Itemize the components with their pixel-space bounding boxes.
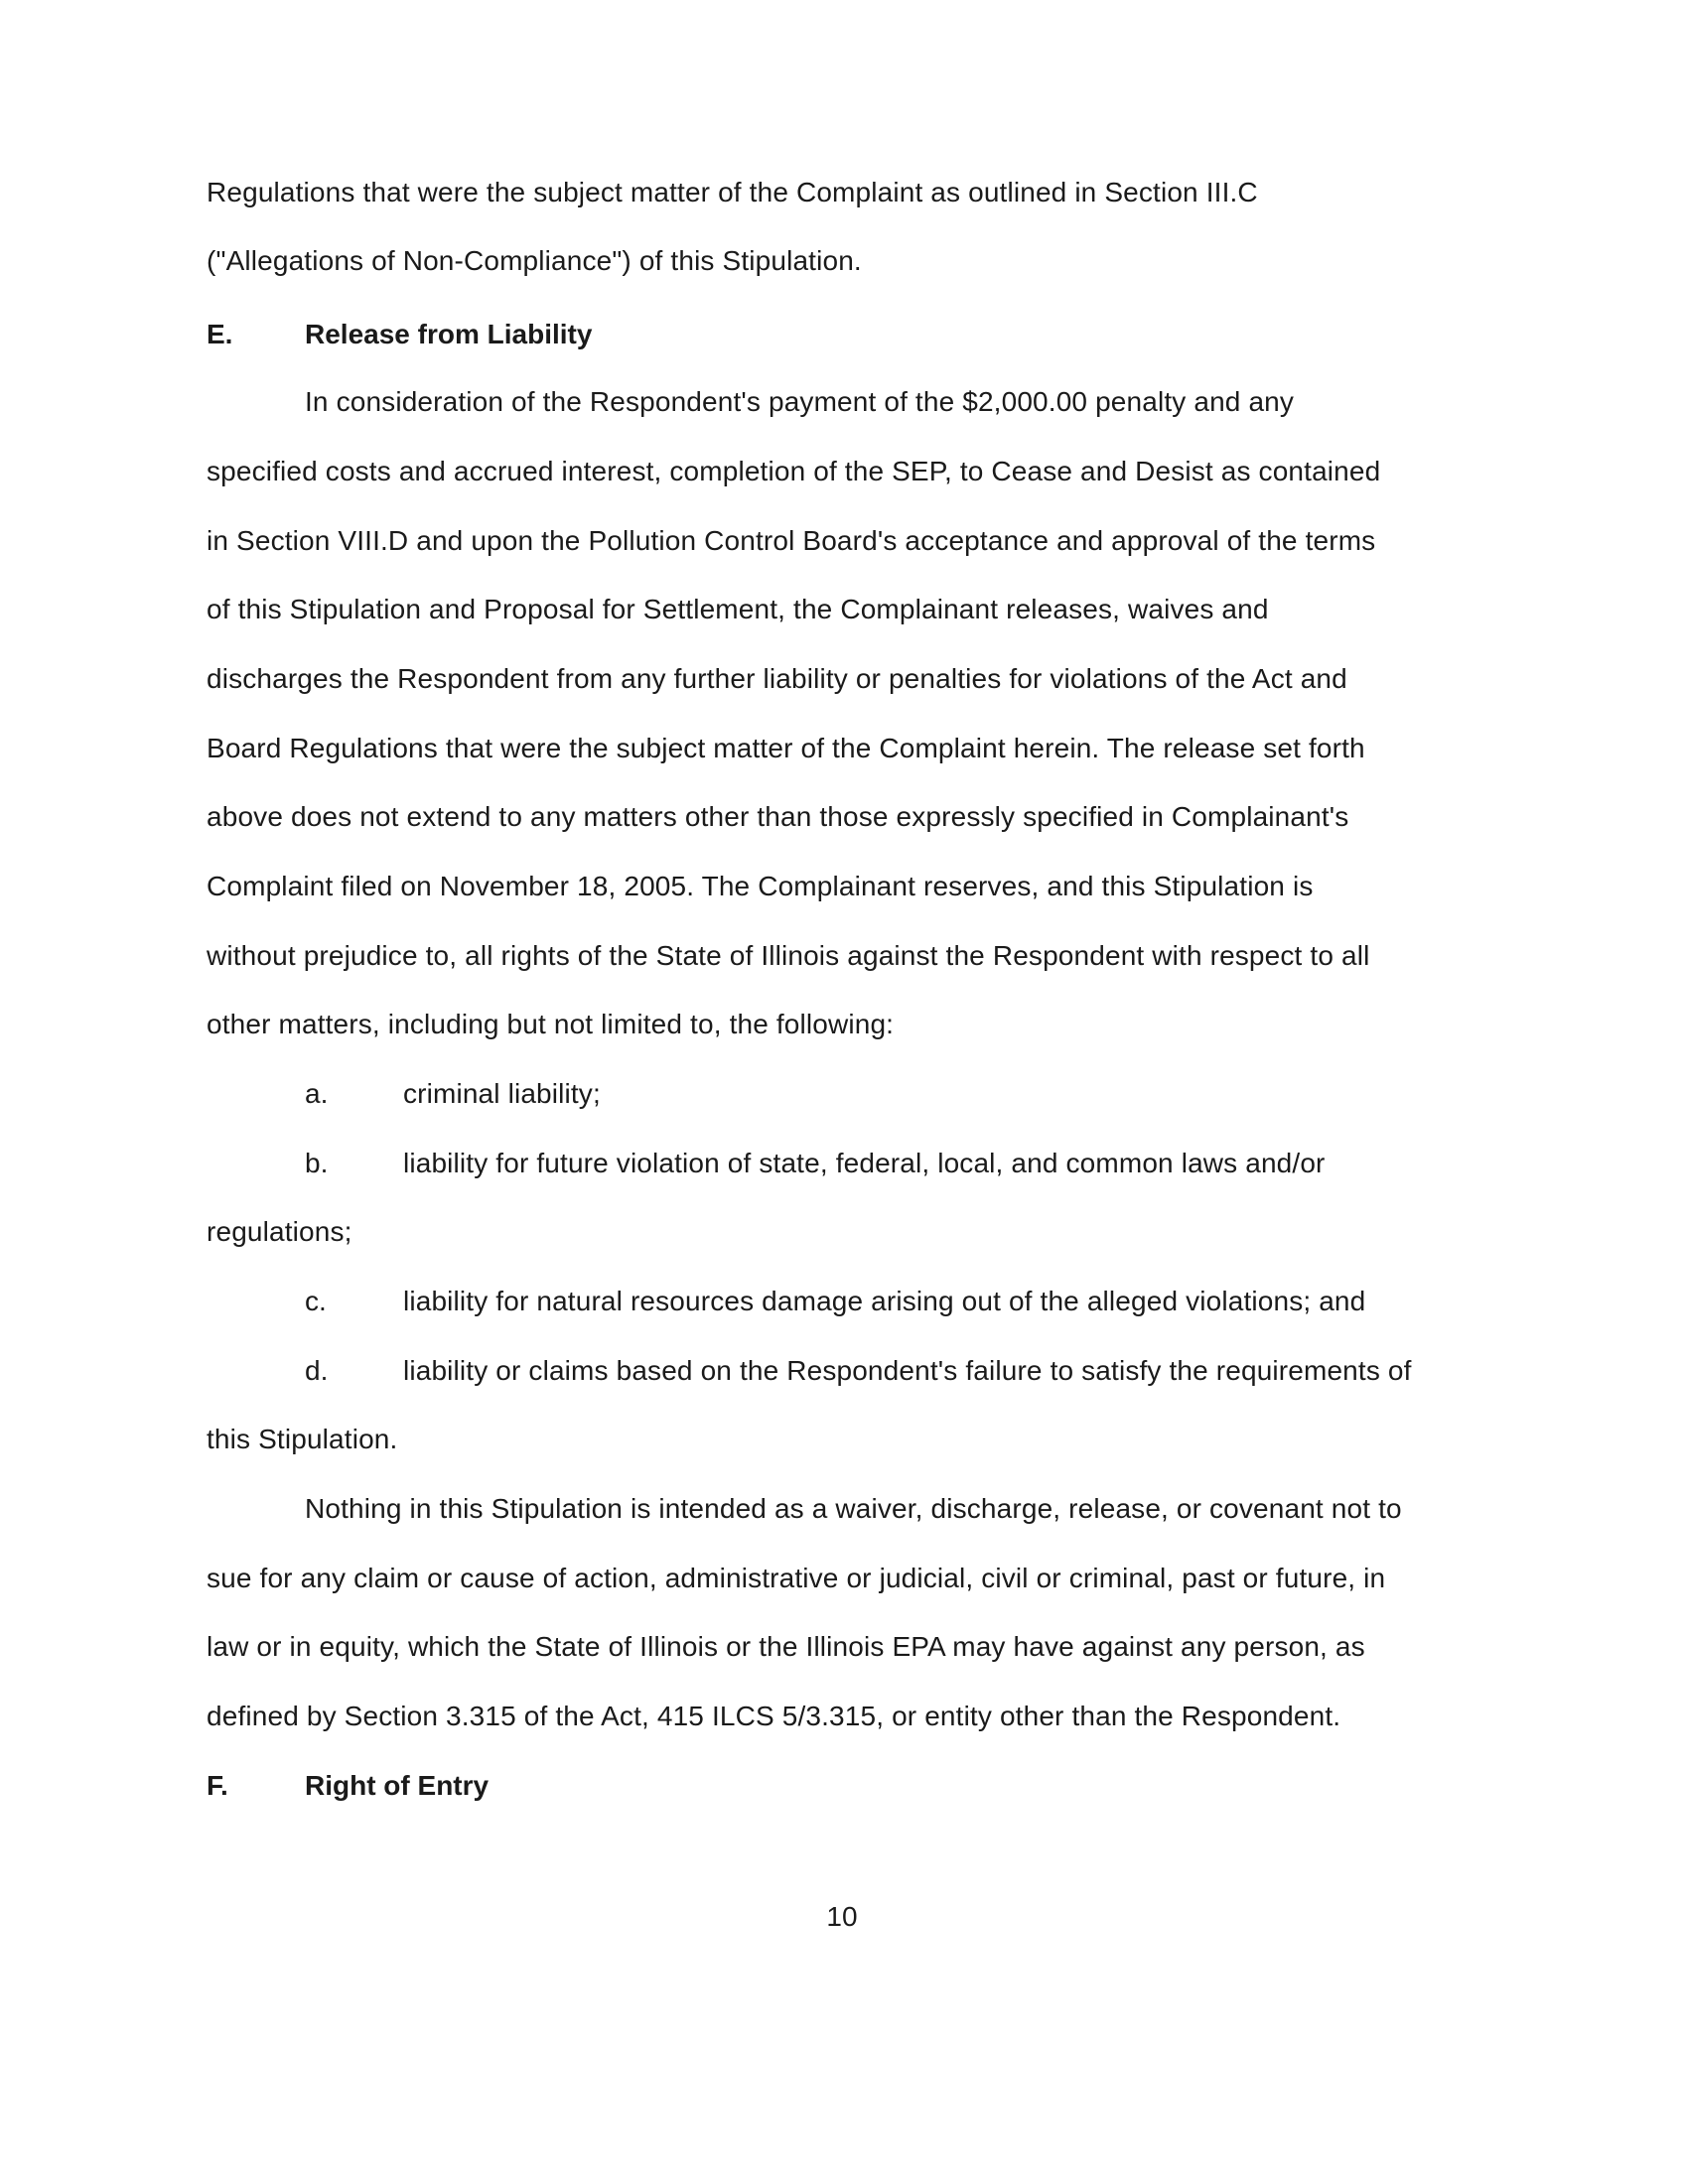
- section-e-title: Release from Liability: [305, 319, 593, 349]
- list-item-letter: d.: [305, 1355, 329, 1386]
- list-item-text: liability or claims based on the Respondent's failure to satisfy the requirements of: [403, 1355, 1412, 1386]
- paragraph-line: of this Stipulation and Proposal for Settlement, the Complainant releases, waives and: [207, 594, 1269, 624]
- list-item-text: liability for future violation of state, federal, local, and common laws and/or: [403, 1148, 1326, 1178]
- closing-line: Nothing in this Stipulation is intended as a waiver, discharge, release, or covenant not to: [305, 1493, 1402, 1524]
- section-f-letter: F.: [207, 1770, 228, 1801]
- paragraph-line: specified costs and accrued interest, completion of the SEP, to Cease and Desist as contained: [207, 456, 1381, 486]
- paragraph-line: In consideration of the Respondent's payment of the $2,000.00 penalty and any: [305, 386, 1295, 417]
- list-item-continuation: this Stipulation.: [207, 1424, 398, 1454]
- closing-line: sue for any claim or cause of action, administrative or judicial, civil or criminal, past or future, in: [207, 1563, 1386, 1593]
- page-number: 10: [826, 1901, 858, 1932]
- closing-line: law or in equity, which the State of Illinois or the Illinois EPA may have against any person, as: [207, 1631, 1365, 1662]
- paragraph-line: in Section VIII.D and upon the Pollution Control Board's acceptance and approval of the terms: [207, 525, 1376, 556]
- list-item-text: criminal liability;: [403, 1078, 601, 1109]
- intro-line: ("Allegations of Non-Compliance") of this Stipulation.: [207, 245, 862, 276]
- paragraph-line: above does not extend to any matters other than those expressly specified in Complainant's: [207, 801, 1349, 832]
- section-f-title: Right of Entry: [305, 1770, 490, 1801]
- list-item-letter: c.: [305, 1286, 327, 1316]
- paragraph-line: other matters, including but not limited to, the following:: [207, 1009, 895, 1039]
- closing-line: defined by Section 3.315 of the Act, 415 ILCS 5/3.315, or entity other than the Respondent.: [207, 1701, 1341, 1731]
- list-item-letter: b.: [305, 1148, 329, 1178]
- list-item-text: liability for natural resources damage arising out of the alleged violations; and: [403, 1286, 1366, 1316]
- list-item-continuation: regulations;: [207, 1216, 352, 1247]
- paragraph-line: without prejudice to, all rights of the State of Illinois against the Respondent with respect to all: [207, 940, 1370, 971]
- paragraph-line: Board Regulations that were the subject matter of the Complaint herein. The release set forth: [207, 733, 1365, 763]
- paragraph-line: discharges the Respondent from any further liability or penalties for violations of the Act and: [207, 663, 1347, 694]
- paragraph-line: Complaint filed on November 18, 2005. The Complainant reserves, and this Stipulation is: [207, 871, 1314, 901]
- list-item-letter: a.: [305, 1078, 329, 1109]
- intro-line: Regulations that were the subject matter of the Complaint as outlined in Section III.C: [207, 177, 1258, 207]
- section-e-letter: E.: [207, 319, 233, 349]
